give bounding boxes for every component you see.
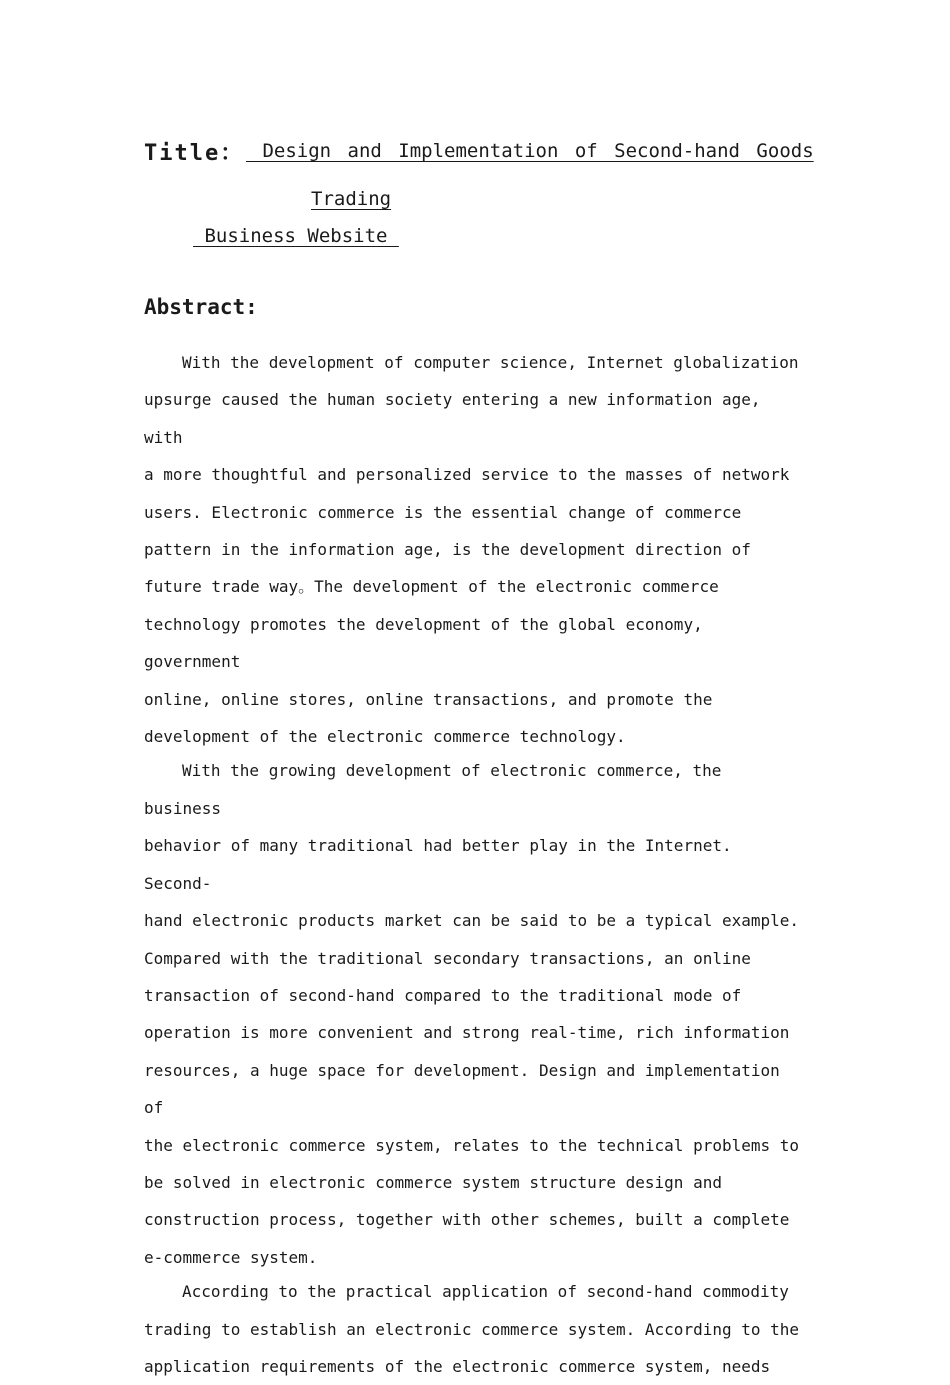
abstract-body: [144, 344, 808, 1385]
abstract-heading: Abstract:: [144, 295, 258, 319]
abstract-paragraph-2: With the growing development of electronic commerce, the business behavior of many traditional had better play in the Internet. Second- hand electronic products market can be said to be a typical example. Compared with the traditional secondary transactions, an online transaction of second-hand compared to the traditional mode of operation is more convenient and strong real-time, rich information resources, a huge space for development. Design and implementation of the electronic commerce system, relates to the technical problems to be solved in electronic commerce system structure design and construction process, together with other schemes, built a complete e-commerce system.: [144, 761, 800, 1267]
title-text-line-1: Design and Implementation of Second-hand Goods: [246, 140, 814, 162]
title-label: Title：: [144, 141, 245, 166]
abstract-paragraph-1: With the development of computer science, Internet globalization upsurge caused the human society entering a new information age, with a more thoughtful and personalized service to the masses of network users. Electronic commerce is the essential change of commerce pattern in the information age, is the development direction of future trade way。The development of the electronic commerce technology promotes the development of the global economy, government online, online stores, online transactions, and promote the development of the electronic commerce technology.: [144, 353, 799, 747]
abstract-paragraph-3: According to the practical application of second-hand commodity trading to establish an electronic commerce system. According to the application requirements of the electronic commerce system, needs: [144, 1282, 800, 1376]
title-text-line-3: Business Website: [193, 225, 399, 247]
title-text-line-2: Trading: [311, 188, 392, 210]
